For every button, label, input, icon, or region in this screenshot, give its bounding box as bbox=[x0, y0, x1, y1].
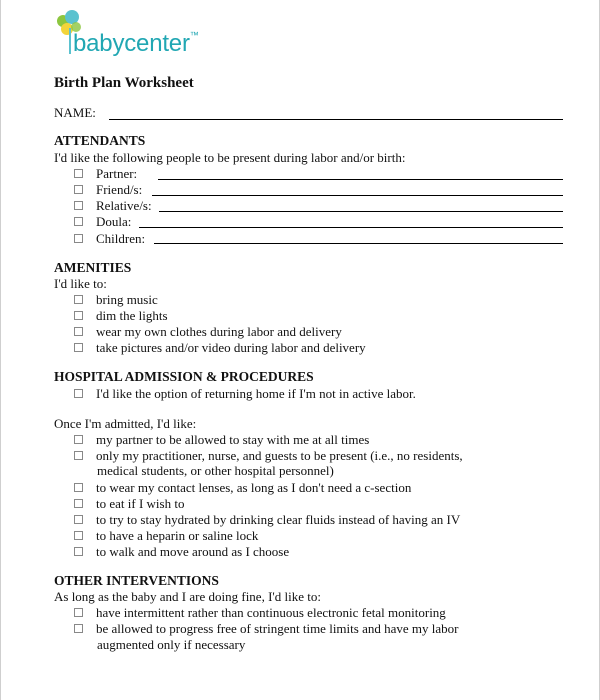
checkbox[interactable] bbox=[74, 608, 83, 617]
checkbox[interactable] bbox=[74, 311, 83, 320]
attendants-heading: ATTENDANTS bbox=[54, 133, 146, 148]
attendant-doula[interactable]: Doula: bbox=[74, 214, 131, 230]
hospital-item[interactable]: only my practitioner, nurse, and guests to be present (i.e., no residents, bbox=[74, 448, 463, 464]
amenity-item[interactable]: wear my own clothes during labor and delivery bbox=[74, 324, 342, 340]
interventions-intro: As long as the baby and I are doing fine, I'd like to: bbox=[54, 589, 321, 604]
checkbox[interactable] bbox=[74, 451, 83, 460]
hospital-item[interactable]: to try to stay hydrated by drinking clear fluids instead of having an IV bbox=[74, 512, 460, 528]
amenities-intro: I'd like to: bbox=[54, 276, 107, 291]
hospital-heading: HOSPITAL ADMISSION & PROCEDURES bbox=[54, 369, 314, 384]
checkbox[interactable] bbox=[74, 201, 83, 210]
relatives-field[interactable] bbox=[159, 211, 563, 212]
name-field[interactable] bbox=[109, 119, 563, 120]
attendant-relatives[interactable]: Relative/s: bbox=[74, 198, 152, 214]
partner-field[interactable] bbox=[158, 179, 563, 180]
hospital-item-continuation: medical students, or other hospital personnel) bbox=[97, 463, 334, 478]
hospital-item[interactable]: to wear my contact lenses, as long as I don't need a c-section bbox=[74, 480, 411, 496]
hospital-intro: Once I'm admitted, I'd like: bbox=[54, 416, 197, 431]
name-label: NAME: bbox=[54, 105, 96, 120]
doula-field[interactable] bbox=[139, 227, 563, 228]
intervention-item[interactable]: be allowed to progress free of stringent time limits and have my labor bbox=[74, 621, 458, 637]
brand-name: babycenter™ bbox=[73, 30, 199, 57]
checkbox[interactable] bbox=[74, 547, 83, 556]
checkbox[interactable] bbox=[74, 234, 83, 243]
checkbox[interactable] bbox=[74, 483, 83, 492]
checkbox[interactable] bbox=[74, 185, 83, 194]
checkbox[interactable] bbox=[74, 295, 83, 304]
hospital-item[interactable]: to walk and move around as I choose bbox=[74, 544, 289, 560]
attendants-intro: I'd like the following people to be present during labor and/or birth: bbox=[54, 150, 406, 165]
checkbox[interactable] bbox=[74, 327, 83, 336]
checkbox[interactable] bbox=[74, 624, 83, 633]
hospital-item[interactable]: to have a heparin or saline lock bbox=[74, 528, 258, 544]
checkbox[interactable] bbox=[74, 343, 83, 352]
hospital-return-home-item[interactable]: I'd like the option of returning home if I'm not in active labor. bbox=[74, 386, 416, 402]
attendant-friends[interactable]: Friend/s: bbox=[74, 182, 142, 198]
children-field[interactable] bbox=[154, 243, 563, 244]
checkbox[interactable] bbox=[74, 531, 83, 540]
intervention-item[interactable]: have intermittent rather than continuous electronic fetal monitoring bbox=[74, 605, 446, 621]
checkbox[interactable] bbox=[74, 515, 83, 524]
hospital-item[interactable]: to eat if I wish to bbox=[74, 496, 184, 512]
intervention-item-continuation: augmented only if necessary bbox=[97, 637, 246, 652]
checkbox[interactable] bbox=[74, 499, 83, 508]
hospital-item[interactable]: my partner to be allowed to stay with me at all times bbox=[74, 432, 369, 448]
amenity-item[interactable]: dim the lights bbox=[74, 308, 168, 324]
interventions-heading: OTHER INTERVENTIONS bbox=[54, 573, 219, 588]
checkbox[interactable] bbox=[74, 169, 83, 178]
amenities-heading: AMENITIES bbox=[54, 260, 132, 275]
page-title: Birth Plan Worksheet bbox=[54, 75, 194, 91]
checkbox[interactable] bbox=[74, 217, 83, 226]
friends-field[interactable] bbox=[152, 195, 563, 196]
amenity-item[interactable]: take pictures and/or video during labor and delivery bbox=[74, 340, 366, 356]
attendant-children[interactable]: Children: bbox=[74, 231, 145, 247]
attendant-partner[interactable]: Partner: bbox=[74, 166, 137, 182]
amenity-item[interactable]: bring music bbox=[74, 292, 158, 308]
checkbox[interactable] bbox=[74, 389, 83, 398]
checkbox[interactable] bbox=[74, 435, 83, 444]
